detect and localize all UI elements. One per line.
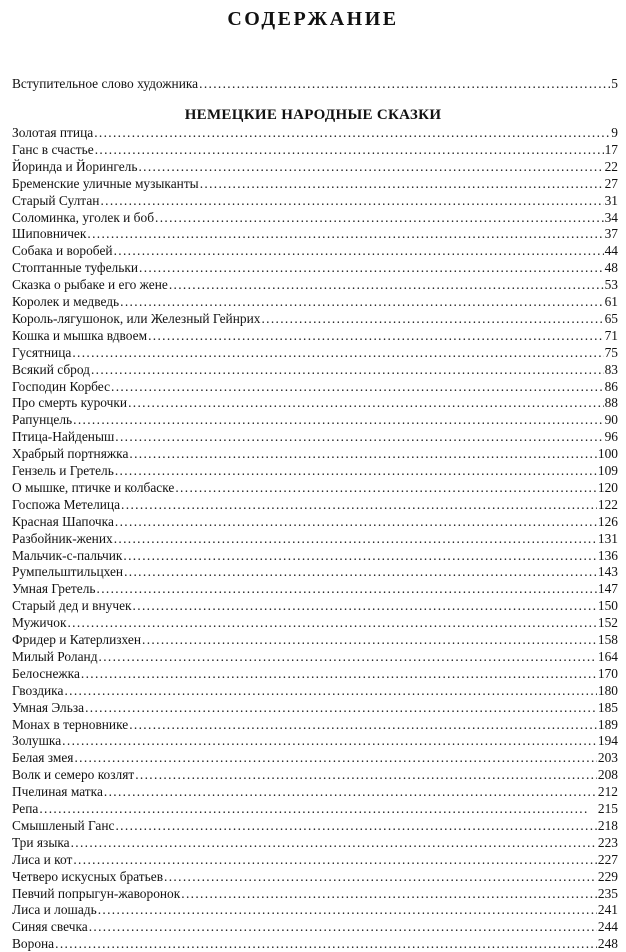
toc-entry[interactable] bbox=[12, 378, 618, 395]
toc-entry-page: 244 bbox=[597, 919, 618, 935]
dot-leader bbox=[175, 479, 597, 496]
dot-leader bbox=[111, 378, 604, 395]
toc-entry-title: Золушка bbox=[12, 733, 62, 749]
toc-entry[interactable] bbox=[12, 462, 618, 479]
dot-leader bbox=[73, 851, 597, 868]
dot-leader bbox=[73, 411, 603, 428]
toc-entry[interactable] bbox=[12, 665, 618, 682]
toc-entry-title: Фридер и Катерлизхен bbox=[12, 632, 142, 647]
toc-entry-title: О мышке, птичке и колбаске bbox=[12, 479, 175, 495]
toc-entry-page: 218 bbox=[597, 817, 618, 833]
dot-leader bbox=[100, 192, 603, 209]
toc-entry-title: Ворона bbox=[12, 936, 55, 952]
toc-entry[interactable] bbox=[12, 851, 618, 868]
dot-leader bbox=[135, 766, 597, 783]
dot-leader bbox=[64, 682, 596, 699]
toc-entry[interactable] bbox=[12, 513, 618, 530]
dot-leader bbox=[169, 276, 604, 293]
dot-leader bbox=[72, 344, 603, 361]
toc-entry[interactable] bbox=[12, 749, 618, 766]
toc-entry-title: Соломинка, уголек и боб bbox=[12, 209, 155, 225]
toc-entry-title: Золотая птица bbox=[12, 125, 94, 140]
dot-leader bbox=[114, 530, 597, 547]
toc-entry-title: Господин Корбес bbox=[12, 378, 111, 394]
toc-entry-title: Храбрый портняжка bbox=[12, 446, 129, 462]
toc-entry-page: 31 bbox=[604, 192, 618, 208]
toc-entry[interactable] bbox=[12, 496, 618, 513]
toc-entry[interactable] bbox=[12, 394, 618, 411]
toc-entry[interactable] bbox=[12, 817, 618, 834]
toc-entry[interactable] bbox=[12, 141, 618, 158]
dot-leader bbox=[123, 547, 597, 564]
toc-entry[interactable] bbox=[12, 935, 618, 952]
toc-entry[interactable] bbox=[12, 614, 618, 631]
toc-entry-title: Старый дед и внучек bbox=[12, 598, 132, 614]
toc-entry-title: Милый Роланд bbox=[12, 648, 98, 664]
toc-entry-title: Бременские уличные музыканты bbox=[12, 175, 199, 191]
toc-entry[interactable] bbox=[12, 259, 618, 276]
toc-entry[interactable] bbox=[12, 885, 618, 902]
toc-entry-page: 100 bbox=[597, 446, 618, 462]
toc-entry-page: 83 bbox=[604, 361, 618, 377]
toc-entry-page: 227 bbox=[597, 851, 618, 867]
dot-leader bbox=[121, 496, 597, 513]
toc-entry-title: Сказка о рыбаке и его жене bbox=[12, 277, 168, 293]
toc-entry-title: Четверо искусных братьев bbox=[12, 868, 164, 884]
toc-entry-page: 189 bbox=[597, 716, 618, 732]
toc-entry-page: 147 bbox=[597, 581, 618, 597]
toc-entry-page: 170 bbox=[597, 665, 618, 681]
toc-entry-title: Синяя свечка bbox=[12, 919, 88, 935]
dot-leader bbox=[148, 327, 604, 344]
toc-entry[interactable] bbox=[12, 411, 618, 428]
dot-leader bbox=[181, 885, 597, 902]
toc-entry[interactable] bbox=[12, 344, 618, 361]
toc-entry-title: Гвоздика bbox=[12, 682, 64, 698]
toc-entry-page: 143 bbox=[597, 564, 618, 580]
toc-entry-page: 235 bbox=[597, 885, 618, 901]
dot-leader bbox=[91, 361, 604, 378]
toc-entry-title: Йоринда и Йорингель bbox=[12, 158, 138, 174]
toc-entry-title: Румпельштильцхен bbox=[12, 564, 124, 580]
toc-entry-page: 44 bbox=[604, 243, 618, 259]
dot-leader bbox=[55, 935, 597, 952]
dot-leader bbox=[89, 918, 597, 935]
dot-leader bbox=[129, 445, 597, 462]
toc-entry-page: 48 bbox=[604, 260, 618, 276]
toc-entry-title: Монах в терновнике bbox=[12, 716, 129, 732]
dot-leader bbox=[87, 225, 603, 242]
toc-entry-page: 229 bbox=[597, 868, 618, 884]
toc-entry-title: Шиповничек bbox=[12, 226, 87, 242]
toc-entry[interactable] bbox=[12, 901, 618, 918]
toc-entry[interactable] bbox=[12, 293, 618, 310]
toc-entry-page: 248 bbox=[597, 936, 618, 952]
toc-entry-intro[interactable] bbox=[12, 75, 618, 92]
toc-entry[interactable] bbox=[12, 631, 618, 648]
dot-leader bbox=[155, 209, 604, 226]
dot-leader bbox=[138, 158, 603, 175]
dot-leader bbox=[98, 901, 597, 918]
dot-leader bbox=[164, 868, 597, 885]
toc-entry-title: Госпожа Метелица bbox=[12, 496, 121, 512]
dot-leader bbox=[85, 699, 597, 716]
dot-leader bbox=[199, 75, 610, 92]
toc-entry-page: 86 bbox=[604, 378, 618, 394]
toc-entry-title: Лиса и кот bbox=[12, 851, 73, 867]
toc-entry-title: Волк и семеро козлят bbox=[12, 767, 135, 783]
toc-entry[interactable] bbox=[12, 682, 618, 699]
toc-entry-page: 109 bbox=[597, 463, 618, 478]
toc-entry-title: Ганс в счастье bbox=[12, 141, 94, 157]
dot-leader bbox=[133, 597, 597, 614]
dot-leader bbox=[62, 732, 597, 749]
dot-leader bbox=[81, 665, 597, 682]
toc-entry-page: 53 bbox=[604, 277, 618, 293]
toc-entry-page: 152 bbox=[597, 615, 618, 631]
toc-entry-page: 180 bbox=[597, 682, 618, 698]
toc-entry[interactable] bbox=[12, 479, 618, 496]
toc-entry-title: Гусятница bbox=[12, 344, 72, 360]
toc-entry[interactable] bbox=[12, 732, 618, 749]
toc-entry[interactable] bbox=[12, 716, 618, 733]
toc-entry-title: Королек и медведь bbox=[12, 294, 120, 309]
toc-entry-page: 215 bbox=[597, 801, 618, 816]
dot-leader bbox=[39, 800, 597, 817]
toc-entry-page: 96 bbox=[604, 429, 618, 445]
toc-entry[interactable] bbox=[12, 530, 618, 547]
toc-entry-title: Мальчик-с-пальчик bbox=[12, 547, 123, 563]
dot-leader bbox=[115, 817, 596, 834]
toc-entry[interactable] bbox=[12, 834, 618, 851]
toc-entry[interactable] bbox=[12, 648, 618, 665]
toc-entry-page: 150 bbox=[597, 598, 618, 614]
toc-entry-page: 158 bbox=[597, 632, 618, 647]
toc-entry[interactable] bbox=[12, 192, 618, 209]
toc-entry-title: Стоптанные туфельки bbox=[12, 260, 138, 276]
dot-leader bbox=[128, 394, 604, 411]
toc-entry[interactable] bbox=[12, 563, 618, 580]
toc-entry[interactable] bbox=[12, 175, 618, 192]
toc-entry[interactable] bbox=[12, 547, 618, 564]
dot-leader bbox=[114, 242, 604, 259]
toc-entry-page: 27 bbox=[604, 175, 618, 191]
dot-leader bbox=[71, 834, 597, 851]
dot-leader bbox=[261, 310, 603, 327]
toc-entry-title: Лиса и лошадь bbox=[12, 902, 97, 918]
toc-entry-page: 75 bbox=[604, 344, 618, 360]
toc-entry-page: 5 bbox=[611, 76, 618, 91]
toc-entry-page: 9 bbox=[611, 125, 618, 140]
toc-entry[interactable] bbox=[12, 699, 618, 716]
toc-entry-page: 22 bbox=[604, 158, 618, 174]
toc-entry-page: 65 bbox=[604, 310, 618, 326]
dot-leader bbox=[99, 648, 597, 665]
toc-entry-title: Умная Эльза bbox=[12, 699, 85, 715]
toc-entry-title: Король-лягушонок, или Железный Гейнрих bbox=[12, 310, 261, 326]
dot-leader bbox=[95, 141, 604, 158]
toc-entry-title: Умная Гретель bbox=[12, 581, 96, 597]
dot-leader bbox=[120, 293, 603, 310]
toc-entry-title: Разбойник-жених bbox=[12, 530, 113, 546]
dot-leader bbox=[124, 563, 597, 580]
toc-entry[interactable] bbox=[12, 580, 618, 597]
toc-entry-page: 90 bbox=[604, 412, 618, 428]
dot-leader bbox=[104, 783, 597, 800]
toc-entry[interactable] bbox=[12, 868, 618, 885]
toc-entry-page: 122 bbox=[597, 496, 618, 512]
dot-leader bbox=[200, 175, 604, 192]
toc-entry[interactable] bbox=[12, 242, 618, 259]
toc-entry[interactable] bbox=[12, 124, 618, 141]
toc-entry[interactable] bbox=[12, 158, 618, 175]
toc-entry-title: Смышленый Ганс bbox=[12, 817, 115, 833]
toc-entry[interactable] bbox=[12, 209, 618, 226]
toc-entry-page: 185 bbox=[597, 699, 618, 715]
toc-entry-title: Белая змея bbox=[12, 750, 74, 766]
toc-entry-page: 223 bbox=[597, 834, 618, 850]
dot-leader bbox=[115, 462, 597, 479]
toc-entry[interactable] bbox=[12, 310, 618, 327]
toc-entry-page: 34 bbox=[604, 209, 618, 225]
toc-entry[interactable] bbox=[12, 918, 618, 935]
toc-entry-page: 203 bbox=[597, 750, 618, 766]
dot-leader bbox=[97, 580, 597, 597]
dot-leader bbox=[115, 428, 603, 445]
toc-entry-page: 164 bbox=[597, 648, 618, 664]
dot-leader bbox=[129, 716, 597, 733]
toc-entry-page: 241 bbox=[597, 902, 618, 918]
dot-leader bbox=[142, 631, 597, 648]
toc-entry-title: Про смерть курочки bbox=[12, 395, 128, 411]
toc-entry-title: Рапунцель bbox=[12, 412, 73, 428]
toc-entry-page: 126 bbox=[597, 513, 618, 529]
dot-leader bbox=[94, 124, 610, 141]
toc-entry-page: 61 bbox=[604, 294, 618, 309]
toc-entry[interactable] bbox=[12, 445, 618, 462]
toc-entry-page: 136 bbox=[597, 547, 618, 563]
toc-entry[interactable] bbox=[12, 800, 618, 817]
toc-entry[interactable] bbox=[12, 276, 618, 293]
dot-leader bbox=[67, 614, 596, 631]
toc-entry-page: 88 bbox=[604, 395, 618, 411]
toc-entry[interactable] bbox=[12, 225, 618, 242]
toc-entry[interactable] bbox=[12, 766, 618, 783]
toc-entry[interactable] bbox=[12, 597, 618, 614]
toc-entry[interactable] bbox=[12, 361, 618, 378]
toc-entry[interactable] bbox=[12, 783, 618, 800]
toc-entry-title: Пчелиная матка bbox=[12, 784, 103, 800]
toc-entry[interactable] bbox=[12, 327, 618, 344]
toc-entry-title: Красная Шапочка bbox=[12, 513, 114, 529]
toc-entry-page: 212 bbox=[597, 784, 618, 800]
toc-entry-title: Мужичок bbox=[12, 615, 67, 631]
toc-entry-page: 37 bbox=[604, 226, 618, 242]
toc-entry-page: 17 bbox=[604, 141, 618, 157]
toc-entry-title: Три языка bbox=[12, 834, 70, 850]
toc-entry-title: Всякий сброд bbox=[12, 361, 90, 377]
toc-entry-title: Певчий попрыгун-жаворонок bbox=[12, 885, 181, 901]
dot-leader bbox=[74, 749, 596, 766]
toc-entry-title: Белоснежка bbox=[12, 665, 80, 681]
toc-entry-title: Вступительное слово художника bbox=[12, 76, 199, 91]
toc-entry-title: Репа bbox=[12, 801, 39, 816]
toc-entry[interactable] bbox=[12, 428, 618, 445]
dot-leader bbox=[139, 259, 604, 276]
dot-leader bbox=[115, 513, 597, 530]
toc-entry-page: 208 bbox=[597, 767, 618, 783]
toc-entry-title: Собака и воробей bbox=[12, 243, 113, 259]
toc-entry-page: 71 bbox=[604, 327, 618, 343]
toc-entry-title: Старый Султан bbox=[12, 192, 100, 208]
toc-entry-page: 120 bbox=[597, 479, 618, 495]
toc-entry-page: 194 bbox=[597, 733, 618, 749]
toc-entry-title: Птица-Найденыш bbox=[12, 429, 115, 445]
page-title: СОДЕРЖАНИЕ bbox=[227, 8, 399, 30]
toc-entry-page: 131 bbox=[597, 530, 618, 546]
section-title: НЕМЕЦКИЕ НАРОДНЫЕ СКАЗКИ bbox=[184, 107, 442, 123]
toc-entry-title: Гензель и Гретель bbox=[12, 463, 114, 478]
toc-entry-title: Кошка и мышка вдвоем bbox=[12, 327, 148, 343]
